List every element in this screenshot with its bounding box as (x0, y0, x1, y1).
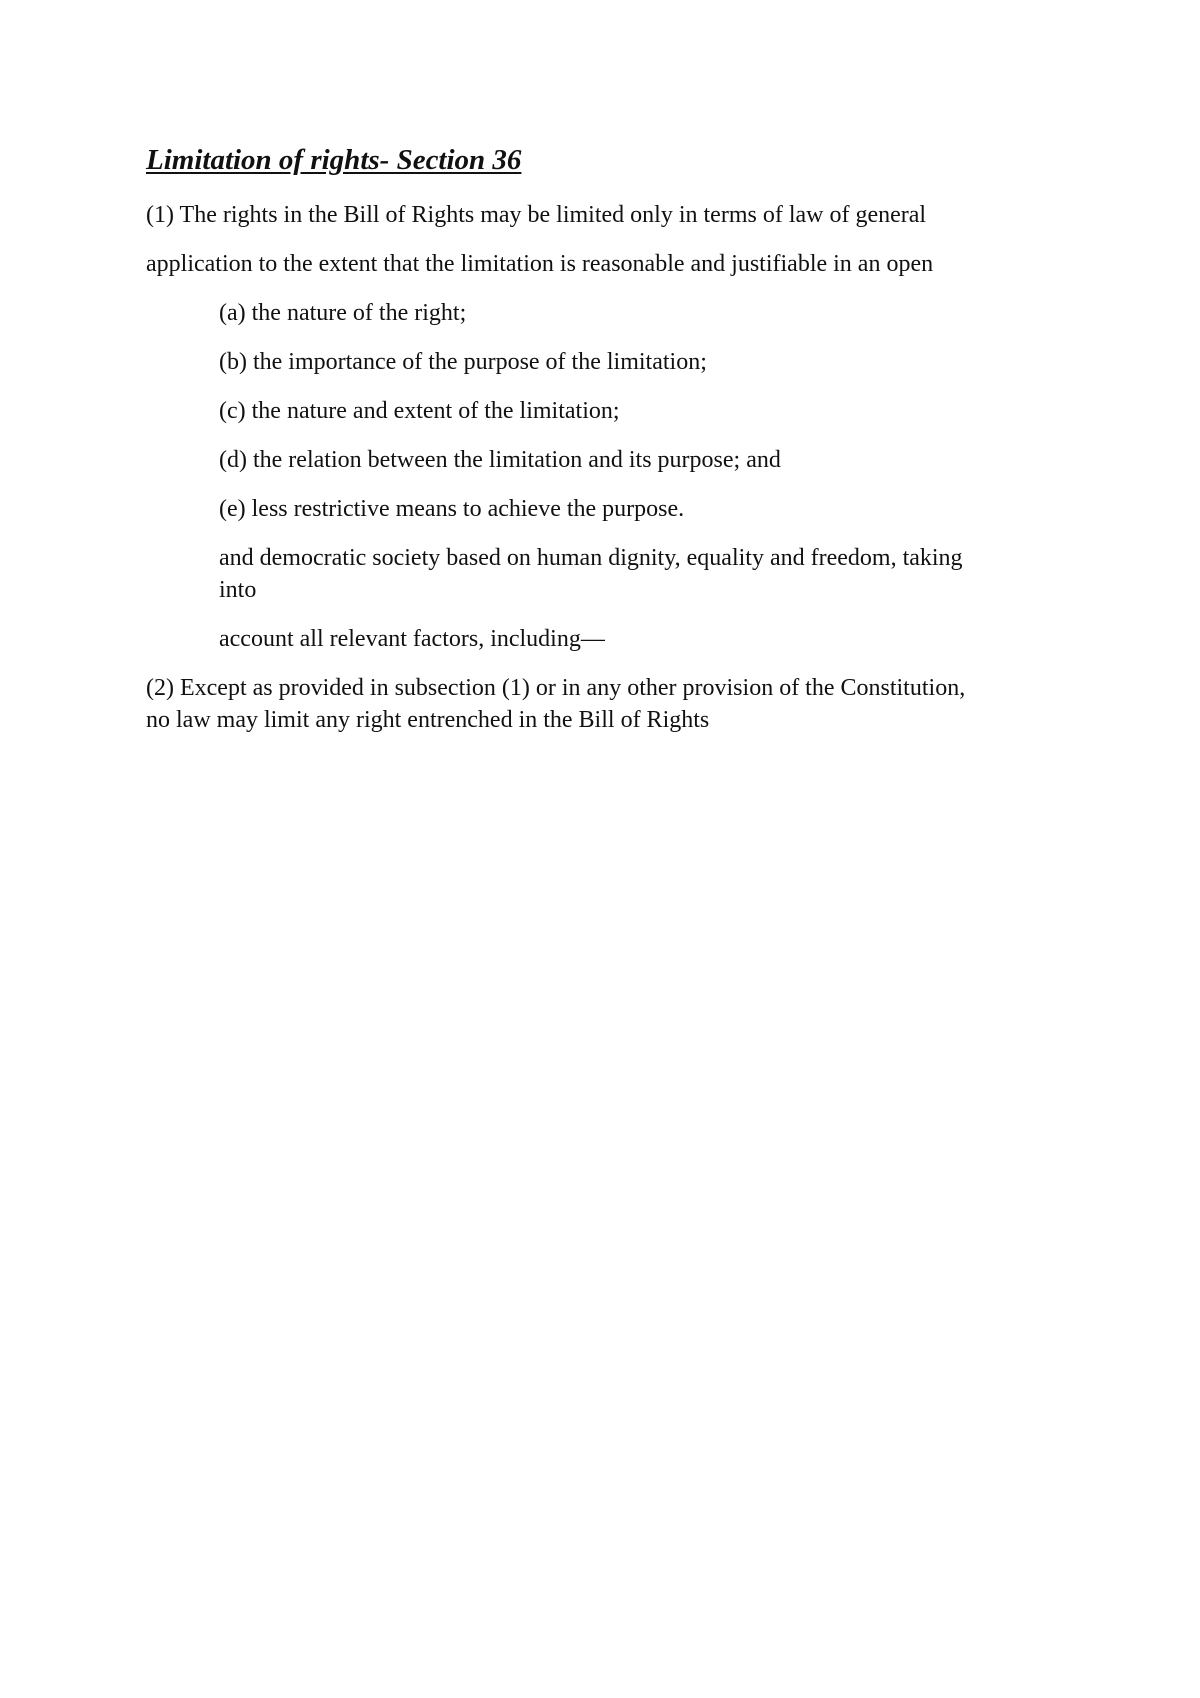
subsection-2-line-2: no law may limit any right entrenched in the Bill of Rights (146, 707, 710, 733)
subsection-2-line-1: (2) Except as provided in subsection (1) or in any other provision of the Constitution, (146, 675, 966, 701)
continuation-line-3: account all relevant factors, including— (219, 626, 605, 652)
list-item-b: (b) the importance of the purpose of the limitation; (219, 349, 707, 375)
subsection-1-line-1: (1) The rights in the Bill of Rights may be limited only in terms of law of general (146, 202, 927, 228)
list-item-c: (c) the nature and extent of the limitation; (219, 398, 620, 424)
list-item-a: (a) the nature of the right; (219, 300, 467, 326)
section-heading: Limitation of rights- Section 36 (146, 144, 522, 176)
continuation-line-2: into (219, 577, 257, 603)
continuation-line-1: and democratic society based on human dignity, equality and freedom, taking (219, 545, 963, 571)
list-item-d: (d) the relation between the limitation and its purpose; and (219, 447, 781, 473)
list-item-e: (e) less restrictive means to achieve the purpose. (219, 496, 685, 522)
subsection-1-line-2: application to the extent that the limitation is reasonable and justifiable in an open (146, 251, 934, 277)
